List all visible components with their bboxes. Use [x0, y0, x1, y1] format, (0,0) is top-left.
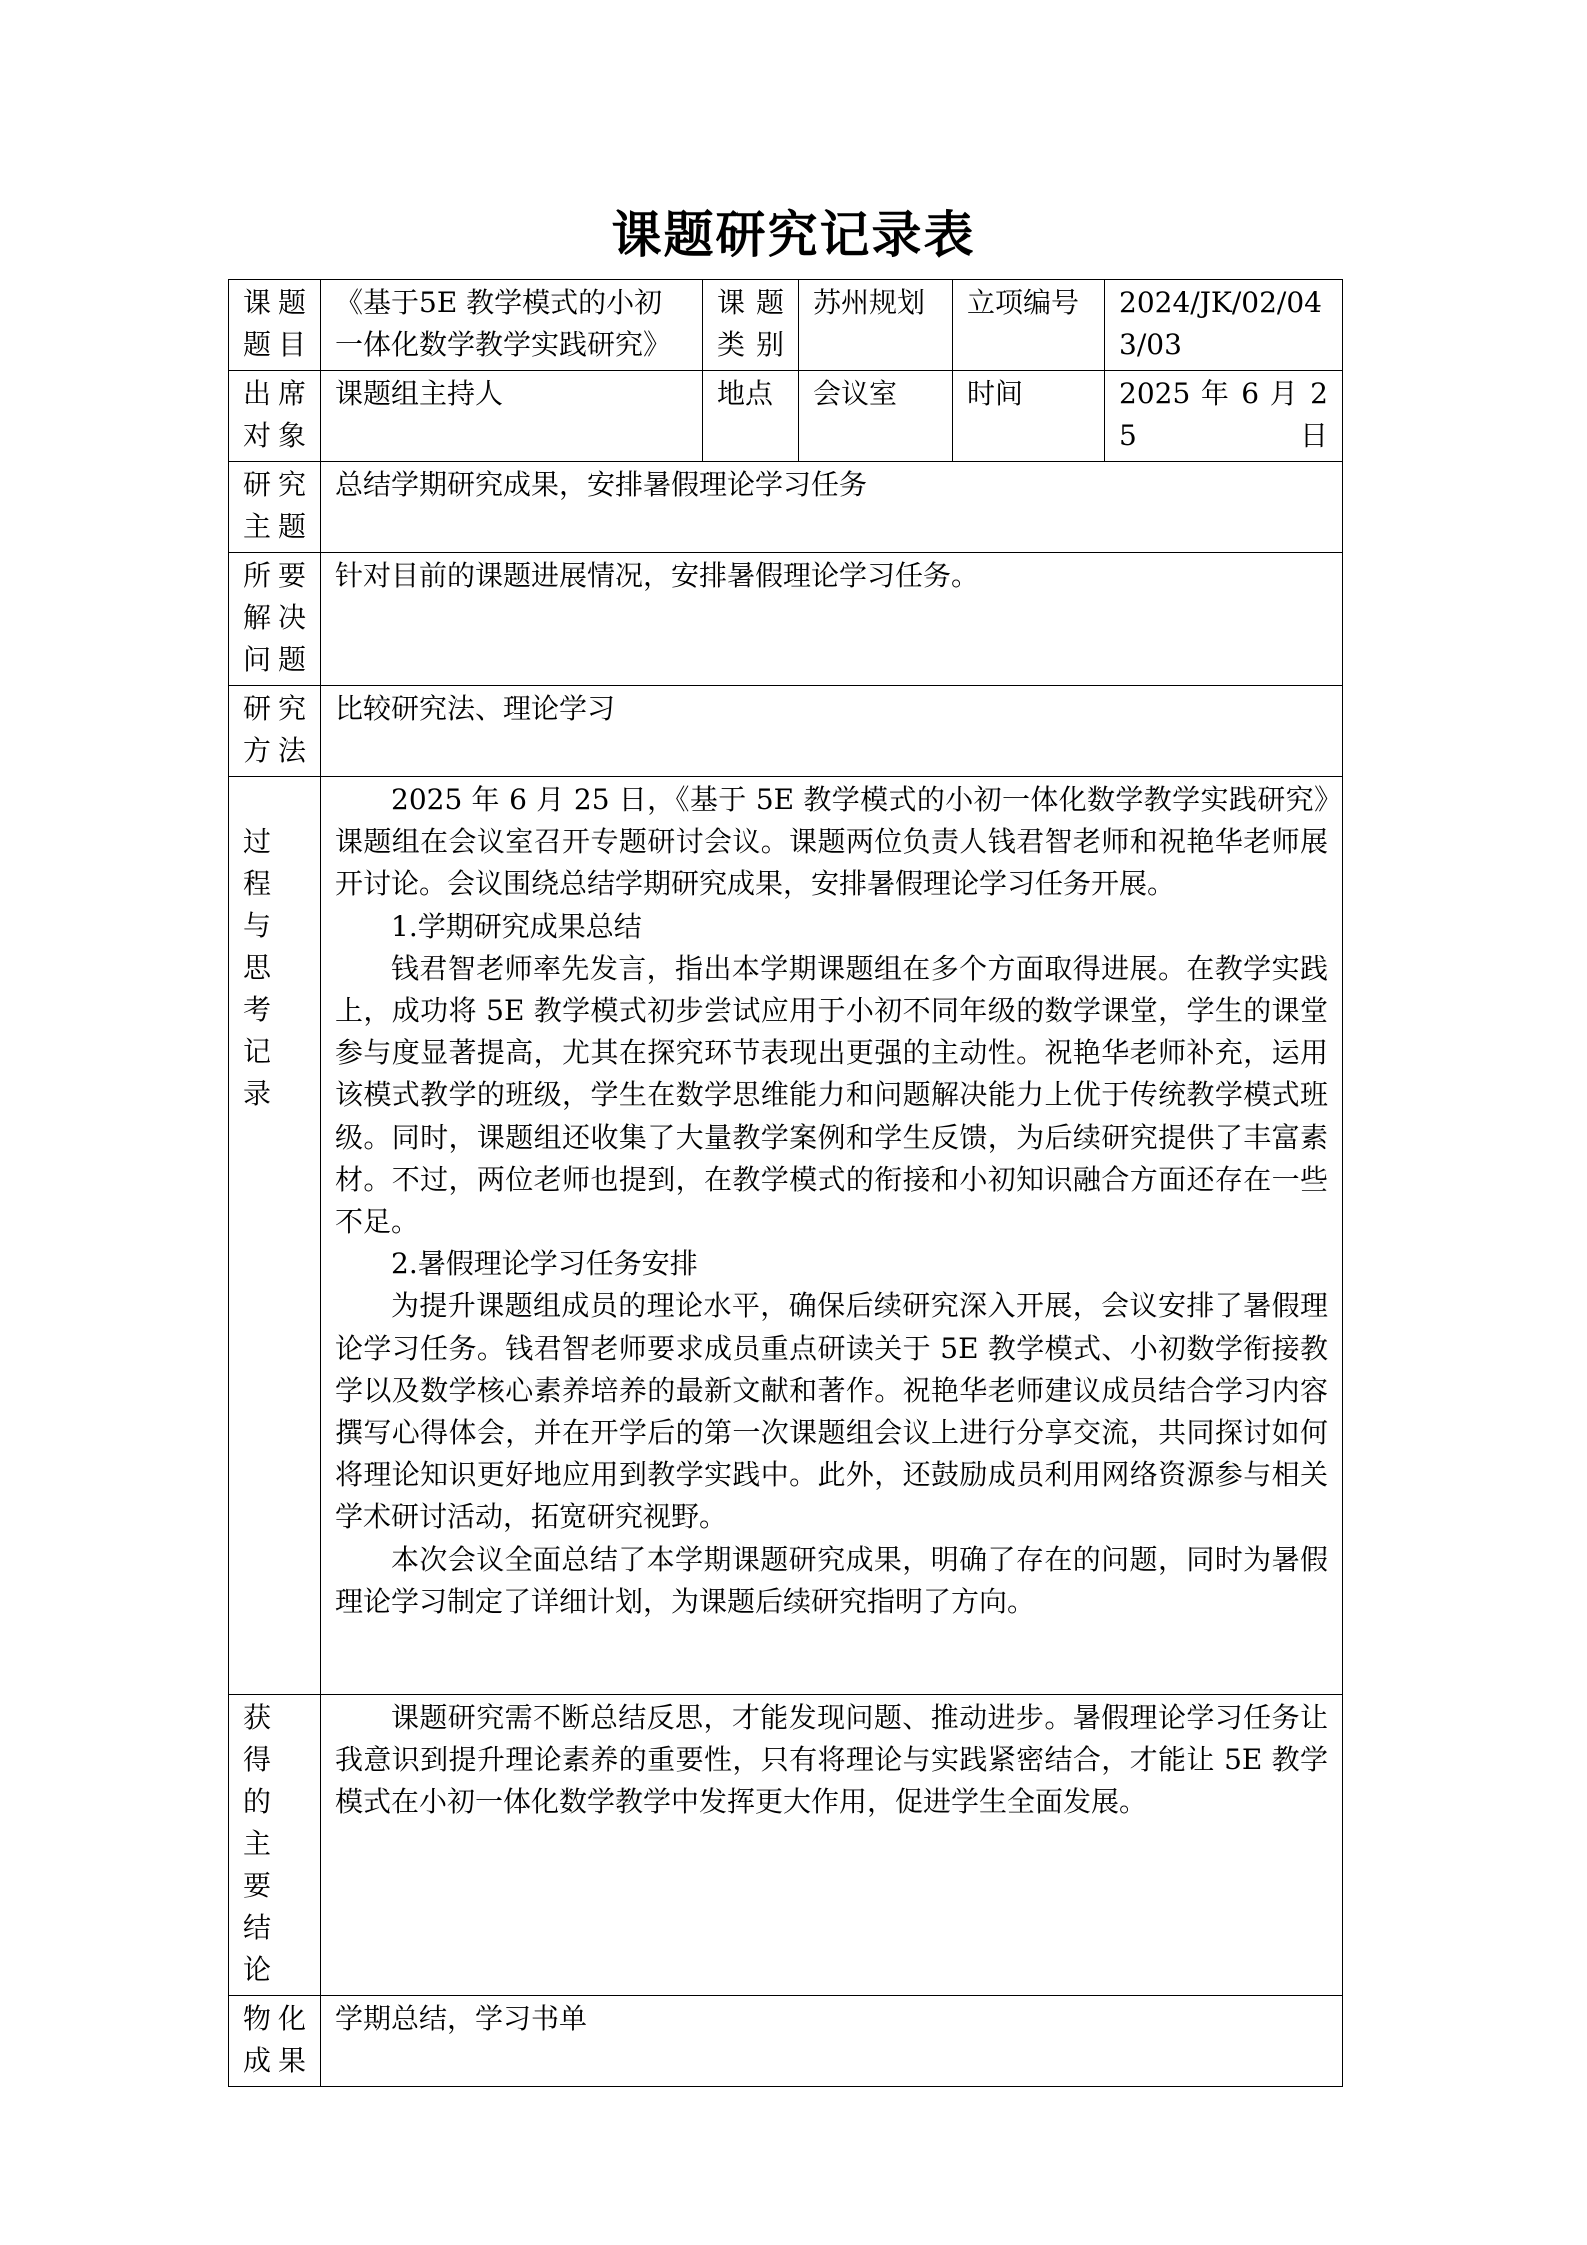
time-value: 2025 年 6 月 25 日 [1105, 371, 1343, 462]
process-paragraph: 2025 年 6 月 25 日，《基于 5E 教学模式的小初一体化数学教学实践研究》课题组在会议室召开专题研讨会议。课题两位负责人钱君智老师和祝艳华老师展开讨论。会议围绕总结学期研究成果，安排暑假理论学习任务开展。 [335, 783, 1328, 901]
record-table [228, 279, 1343, 2087]
problem-label: 所要解决问题 [229, 553, 321, 686]
project-no-value: 2024/JK/02/043/03 [1105, 280, 1343, 371]
table-row [229, 1695, 1343, 1996]
research-theme-label: 研究主题 [229, 462, 321, 553]
time-label: 时间 [953, 371, 1105, 462]
method-label: 研究方法 [229, 686, 321, 777]
table-row [229, 371, 1343, 462]
process-heading: 2.暑假理论学习任务安排 [391, 1247, 698, 1281]
location-label: 地点 [703, 371, 799, 462]
process-paragraph: 本次会议全面总结了本学期课题研究成果，明确了存在的问题，同时为暑假理论学习制定了详细计划，为课题后续研究指明了方向。 [335, 1542, 1328, 1618]
attendees-value: 课题组主持人 [321, 371, 703, 462]
conclusion-label: 获得的主要结论 [243, 1701, 272, 1986]
table-row [229, 280, 1343, 371]
table-row [229, 1996, 1343, 2087]
research-theme-value: 总结学期研究成果，安排暑假理论学习任务 [321, 462, 1343, 553]
topic-value: 《基于5E 教学模式的小初一体化数学教学实践研究》 [321, 280, 703, 371]
conclusion-value: 课题研究需不断总结反思，才能发现问题、推动进步。暑假理论学习任务让我意识到提升理论素养的重要性，只有将理论与实践紧密结合，才能让 5E 教学模式在小初一体化数学教学中发挥更大作用，促进学生全面发展。 [335, 1701, 1328, 1819]
location-value: 会议室 [799, 371, 953, 462]
process-label: 过程与思考记录 [243, 825, 272, 1110]
table-row [229, 553, 1343, 686]
outcome-value: 学期总结，学习书单 [321, 1996, 1343, 2087]
category-label: 课题类别 [703, 280, 799, 371]
process-heading: 1.学期研究成果总结 [391, 909, 642, 943]
category-value: 苏州规划 [799, 280, 953, 371]
method-value: 比较研究法、理论学习 [321, 686, 1343, 777]
topic-label: 课题题目 [229, 280, 321, 371]
attendees-label: 出席对象 [229, 371, 321, 462]
table-row [229, 686, 1343, 777]
outcome-label: 物化成果 [229, 1996, 321, 2087]
table-row [229, 777, 1343, 1695]
table-row [229, 462, 1343, 553]
problem-value: 针对目前的课题进展情况，安排暑假理论学习任务。 [321, 553, 1343, 686]
process-paragraph: 钱君智老师率先发言，指出本学期课题组在多个方面取得进展。在教学实践上，成功将 5E 教学模式初步尝试应用于小初不同年级的数学课堂，学生的课堂参与度显著提高，尤其在探究环节表现出更强的主动性。祝艳华老师补充，运用该模式教学的班级，学生在数学思维能力和问题解决能力上优于传统教学模式班级。同时，课题组还收集了大量教学案例和学生反馈，为后续研究提供了丰富素材。不过，两位老师也提到，在教学模式的衔接和小初知识融合方面还存在一些不足。 [335, 951, 1328, 1239]
project-no-label: 立项编号 [953, 280, 1105, 371]
process-paragraph: 为提升课题组成员的理论水平，确保后续研究深入开展，会议安排了暑假理论学习任务。钱君智老师要求成员重点研读关于 5E 教学模式、小初数学衔接教学以及数学核心素养培养的最新文献和著作。祝艳华老师建议成员结合学习内容撰写心得体会，并在开学后的第一次课题组会议上进行分享交流，共同探讨如何将理论知识更好地应用到教学实践中。此外，还鼓励成员利用网络资源参与相关学术研讨活动，拓宽研究视野。 [335, 1289, 1328, 1534]
process-record [321, 777, 1343, 1695]
page-title: 课题研究记录表 [611, 205, 976, 264]
